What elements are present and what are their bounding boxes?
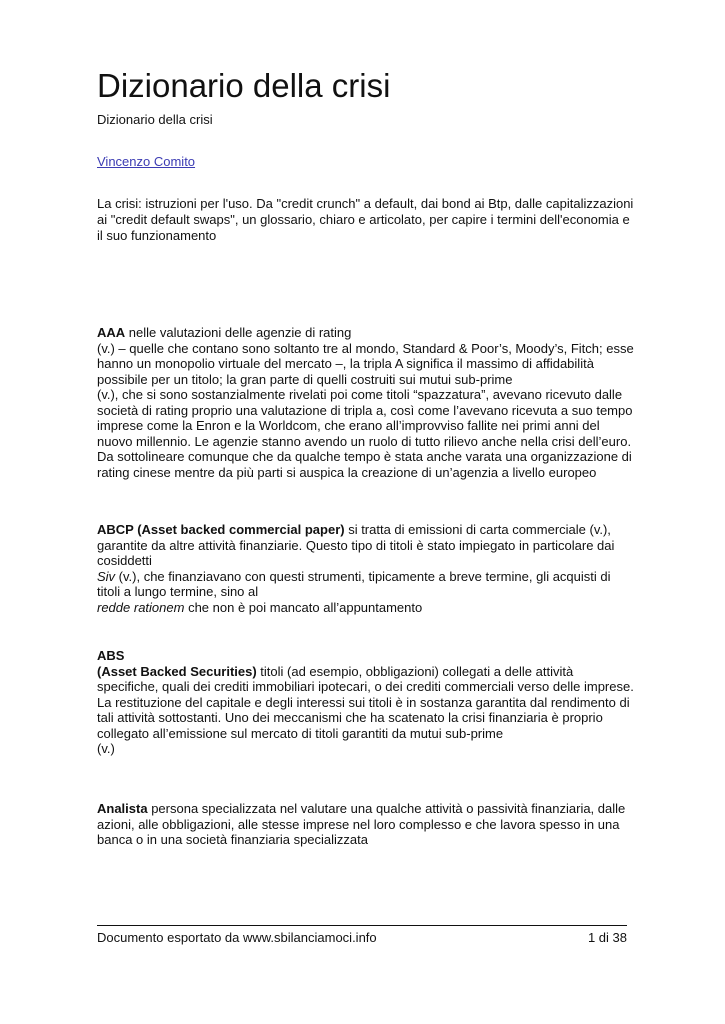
entry-term: Analista xyxy=(97,801,148,816)
entry-text: nelle valutazioni delle agenzie di rating xyxy=(125,325,352,340)
intro-paragraph: La crisi: istruzioni per l'uso. Da "credit crunch" a default, dai bond ai Btp, dalle capitalizzazioni ai "credit default swaps", un glossario, chiaro e articolato, per capire i termini dell'economia e il suo funzionamento xyxy=(97,196,634,243)
entry-paragraph: (v.) – quelle che contano sono soltanto tre al mondo, Standard & Poor’s, Moody’s, Fitch; esse hanno un monopolio virtuale del mercato –, la tripla A significa il massimo di affidabilità possibile per un titolo; la gran parte di quelli costruiti sui mutui sub-prime xyxy=(97,340,634,387)
page-subtitle: Dizionario della crisi xyxy=(97,112,213,127)
entry-paragraph: (v.), che si sono sostanzialmente rivelati poi come titoli “spazzatura”, avevano ricevuto dalle società di rating proprio una valutazione di tripla a, così come l’avevano ricevuta a suo tempo imprese come la Enron e la Worldcom, che erano all’improvviso fallite nei primi anni del nuovo millennio. Le agenzie stanno avendo un ruolo di tutto rilievo anche nella crisi dell’euro. Da sottolineare comunque che da qualche tempo è stata anche varata una organizzazione di rating cinese mentre da più parti si auspica la creazione di un’agenzia a livello europeo xyxy=(97,387,633,480)
glossary-entry-abcp xyxy=(97,522,637,615)
entry-paragraph xyxy=(97,522,637,569)
entry-italic: redde rationem xyxy=(97,599,185,615)
entry-paragraph xyxy=(97,325,637,341)
page-title: Dizionario della crisi xyxy=(97,67,391,104)
footer-source: Documento esportato da www.sbilanciamoci.info xyxy=(97,930,377,945)
entry-paragraph: (v.) xyxy=(97,741,115,756)
entry-term-expansion: (Asset Backed Securities) xyxy=(97,663,257,679)
glossary-entry-analista xyxy=(97,801,637,848)
entry-term: ABCP (Asset backed commercial paper) xyxy=(97,522,345,537)
footer-divider xyxy=(97,925,627,926)
entry-paragraph xyxy=(97,600,637,616)
author-link[interactable]: Vincenzo Comito xyxy=(97,154,196,169)
entry-text: che non è poi mancato all’appuntamento xyxy=(184,599,423,615)
glossary-entry-aaa xyxy=(97,325,637,480)
entry-paragraph xyxy=(97,664,637,742)
entry-text: (v.), che finanziavano con questi strumenti, tipicamente a breve termine, gli acquisti di titoli a lungo termine, sino al xyxy=(97,568,611,599)
entry-paragraph xyxy=(97,569,637,600)
entry-paragraph xyxy=(97,801,637,848)
entry-text: titoli (ad esempio, obbligazioni) collegati a delle attività specifiche, quali dei crediti immobiliari ipotecari, o dei crediti commerciali verso delle imprese. La restituzione del capitale e degli interessi sui titoli è in sostanza garantita dal rendimento di tali attività sottostanti. Uno dei meccanismi che ha scatenato la crisi finanziaria è proprio collegato all’emissione sul mercato di titoli garantiti da mutui sub-prime xyxy=(97,663,634,741)
entry-term: AAA xyxy=(97,325,126,340)
entry-text: persona specializzata nel valutare una qualche attività o passività finanziaria, dalle azioni, alle obbligazioni, alle stesse imprese nel loro complesso e che lavora spesso in una banca o in una società finanziaria specializzata xyxy=(97,801,626,847)
page-number: 1 di 38 xyxy=(587,930,627,945)
entry-term: ABS xyxy=(97,648,125,663)
entry-text: si tratta di emissioni di carta commerciale (v.), garantite da altre attività finanziarie. Questo tipo di titoli è stato impiegato in particolare dai cosiddetti xyxy=(97,522,615,568)
entry-italic: Siv xyxy=(97,568,116,584)
glossary-entry-abs xyxy=(97,648,637,757)
